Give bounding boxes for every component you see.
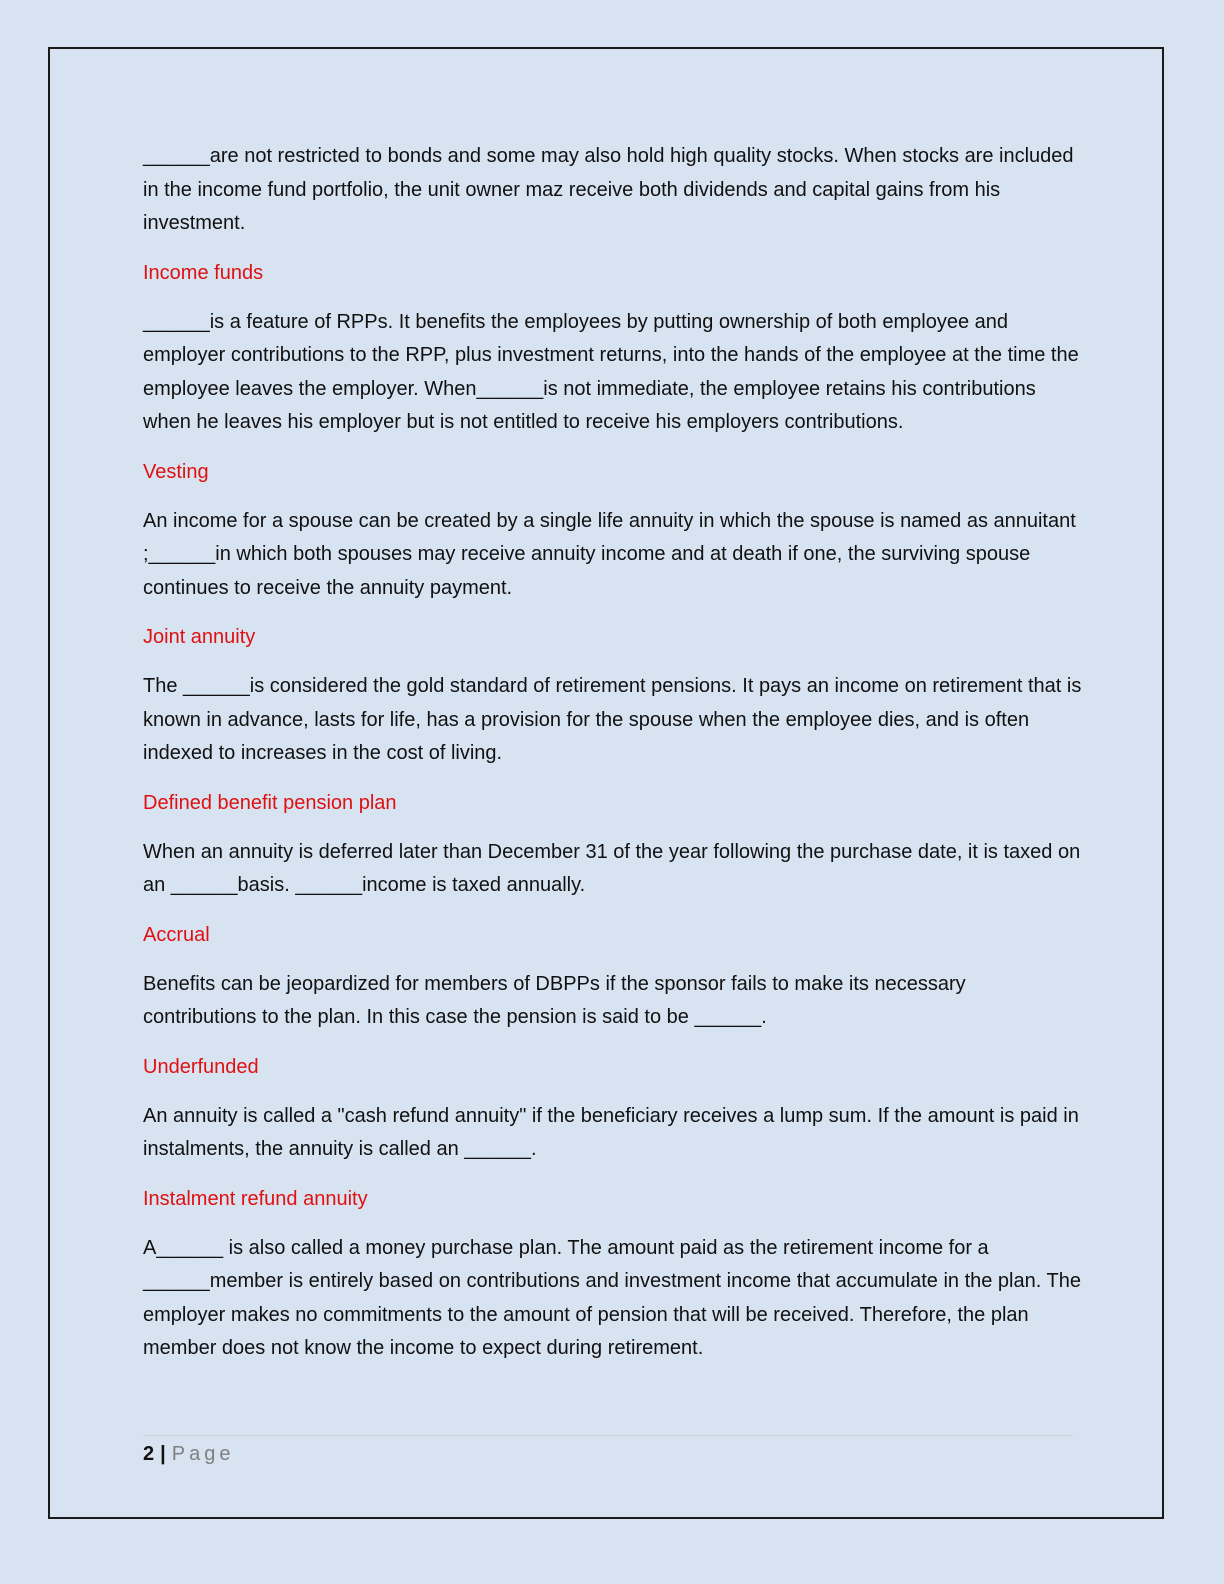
question-text: A______ is also called a money purchase plan. The amount paid as the retirement income for a ______member is entirely based on contributions and investment income that accumulate in the plan. The employer makes no commitments to the amount of pension that will be received. Therefore, the plan member does not know the income to expect during retirement. bbox=[143, 1236, 1081, 1359]
question-text: When an annuity is deferred later than December 31 of the year following the purchase date, it is taxed on an ______basis. ______income is taxed annually. bbox=[143, 840, 1081, 896]
question-text: The ______is considered the gold standard of retirement pensions. It pays an income on retirement that is known in advance, lasts for life, has a provision for the spouse when the employee dies, and is often indexed to increases in the cost of living. bbox=[143, 675, 1082, 764]
page-number: 2 bbox=[143, 1443, 155, 1465]
footer-separator: | bbox=[160, 1443, 166, 1465]
answer-text: Vesting bbox=[143, 460, 209, 483]
answer-text: Instalment refund annuity bbox=[143, 1187, 368, 1210]
question-text: Benefits can be jeopardized for members of DBPPs if the sponsor fails to make its necessary contributions to the plan. In this case the pension is said to be ______. bbox=[143, 972, 966, 1028]
question-text: ______are not restricted to bonds and some may also hold high quality stocks. When stocks are included in the income fund portfolio, the unit owner maz receive both dividends and capital gains from his investment. bbox=[143, 145, 1074, 234]
answer-text: Income funds bbox=[143, 261, 264, 284]
answer-text: Joint annuity bbox=[143, 626, 256, 648]
answer-text: Underfunded bbox=[143, 1055, 259, 1078]
footer-divider bbox=[143, 1435, 1073, 1436]
answer-text: Defined benefit pension plan bbox=[143, 791, 397, 814]
page-label: Page bbox=[171, 1443, 235, 1465]
question-text: An income for a spouse can be created by a single life annuity in which the spouse is named as annuitant ;______in which both spouses may receive annuity income and at death if one, the surviving spouse continues to receive the annuity payment. bbox=[143, 509, 1076, 599]
answer-text: Accrual bbox=[143, 923, 210, 946]
page-content bbox=[143, 140, 1083, 1382]
question-text: ______is a feature of RPPs. It benefits the employees by putting ownership of both employee and employer contributions to the RPP, plus investment returns, into the hands of the employee at the time the employee leaves the employer. When______is not immediate, the employee retains his contributions when he leaves his employer but is not entitled to receive his employers contributions. bbox=[143, 310, 1079, 433]
page-footer bbox=[143, 1440, 234, 1468]
question-text: An annuity is called a "cash refund annuity" if the beneficiary receives a lump sum. If the amount is paid in instalments, the annuity is called an ______. bbox=[143, 1104, 1079, 1160]
